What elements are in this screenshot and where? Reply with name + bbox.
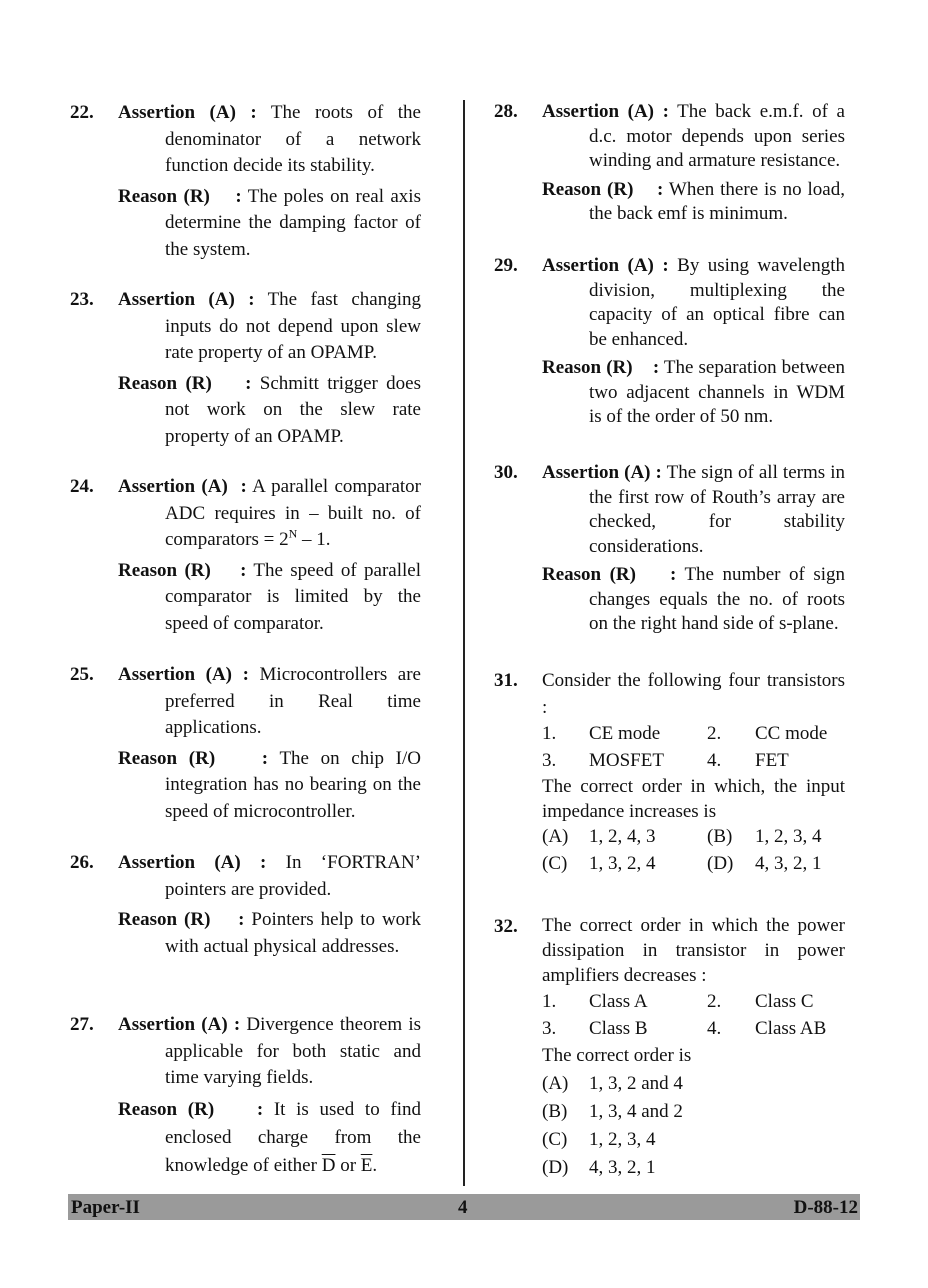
reason-label: Reason (R) : <box>542 178 664 200</box>
assertion-text: A parallel comparator ADC requires in – built no. of comparators = 2 <box>165 476 421 550</box>
assertion-text: By using wavelength division, multiplexing the capacity of an optical fibre can be enhanced. <box>589 255 845 350</box>
item-text: Class C <box>755 991 814 1012</box>
assertion <box>542 461 845 559</box>
assertion-text: The roots of the denominator of a network function decide its stability. <box>165 102 421 176</box>
item-text: CE mode <box>589 723 661 744</box>
assertion <box>118 1012 421 1092</box>
question-prompt: The correct order is <box>542 1045 692 1066</box>
paper-code: D-88-12 <box>793 1197 858 1218</box>
option-text: 1, 2, 4, 3 <box>589 826 656 847</box>
reason-label: Reason (R) : <box>542 564 677 585</box>
option-text: 1, 3, 4 and 2 <box>589 1101 683 1122</box>
question-29 <box>494 254 845 430</box>
reason <box>542 563 845 637</box>
reason-text: The poles on real axis determine the damping factor of the system. <box>165 185 421 260</box>
assertion-text: The sign of all terms in the first row of Routh’s array are checked, for stability considerations. <box>589 462 845 557</box>
option-text: 1, 3, 2 and 4 <box>589 1073 683 1094</box>
assertion-label: Assertion (A) : <box>118 1014 241 1035</box>
reason <box>118 558 421 638</box>
option-text: 1, 2, 3, 4 <box>589 1129 656 1150</box>
reason-label: Reason (R) : <box>118 185 242 207</box>
reason-text-end: . <box>372 1154 378 1176</box>
option-label: (B) <box>542 1101 568 1122</box>
item-number: 4. <box>707 749 722 771</box>
item-text: Class A <box>589 991 648 1012</box>
vector-d: $\overline{D}$ <box>321 1154 336 1176</box>
reason-label: Reason (R) : <box>118 909 245 930</box>
item-number: 1. <box>542 991 557 1012</box>
option-label: (D) <box>707 852 734 874</box>
assertion-label: Assertion (A) : <box>542 101 669 122</box>
option-label: (C) <box>542 1129 568 1150</box>
superscript: N <box>288 526 298 541</box>
assertion <box>118 287 421 367</box>
assertion-text: In ‘FORTRAN’ pointers are provided. <box>165 852 421 900</box>
page-number: 4 <box>458 1197 468 1218</box>
question-27 <box>70 1012 421 1180</box>
option-c <box>542 1126 845 1154</box>
reason-text: It is used to find enclosed charge from the knowledge of either <box>165 1098 421 1176</box>
option-label: (D) <box>542 1157 569 1178</box>
reason-text: The on chip I/O integration has no bearing on the speed of microcontroller. <box>165 747 421 822</box>
option-list <box>542 1070 845 1182</box>
option-d <box>542 1154 845 1182</box>
question-24 <box>70 474 421 637</box>
assertion <box>118 850 421 903</box>
reason-text: Schmitt trigger does not work on the slew rate property of an OPAMP. <box>165 372 421 447</box>
assertion <box>118 474 421 554</box>
assertion-label: Assertion (A) : <box>118 289 255 310</box>
reason-text: Pointers help to work with actual physical addresses. <box>165 909 422 957</box>
question-number: 31. <box>494 670 518 691</box>
question-number: 29. <box>494 255 518 276</box>
assertion <box>542 254 845 352</box>
assertion <box>118 100 421 180</box>
item-number: 4. <box>707 1018 722 1039</box>
question-stem: Consider the following four transistors : <box>542 670 845 718</box>
question-number: 22. <box>70 102 94 123</box>
question-number: 25. <box>70 664 94 685</box>
question-26 <box>70 850 421 960</box>
assertion <box>542 100 845 174</box>
item-number: 3. <box>542 1018 557 1039</box>
option-label: (B) <box>707 826 733 847</box>
reason-text: The number of sign changes equals the no. of roots on the right hand side of s-plane. <box>589 564 845 634</box>
option-text: 4, 3, 2, 1 <box>589 1157 656 1178</box>
assertion <box>118 662 421 742</box>
reason <box>118 184 421 264</box>
item-list <box>542 988 845 1042</box>
reason <box>542 178 845 227</box>
assertion-text-tail: – 1. <box>297 529 331 550</box>
reason-text: The separation between two adjacent channels in WDM is of the order of 50 nm. <box>589 357 845 427</box>
assertion-label: Assertion (A) : <box>118 102 257 123</box>
option-label: (A) <box>542 1073 569 1094</box>
item-text: MOSFET <box>589 749 664 771</box>
question-number: 24. <box>70 476 94 497</box>
assertion-label: Assertion (A) : <box>118 852 267 873</box>
option-text: 1, 3, 2, 4 <box>589 852 656 874</box>
item-list <box>542 721 845 774</box>
assertion-text: Divergence theorem is applicable for both static and time varying fields. <box>165 1014 421 1088</box>
question-number: 26. <box>70 852 94 873</box>
question-31 <box>494 668 845 877</box>
question-23 <box>70 287 421 450</box>
question-22 <box>70 100 421 263</box>
reason-label: Reason (R) : <box>542 357 660 378</box>
assertion-text: The fast changing inputs do not depend upon slew rate property of an OPAMP. <box>165 289 421 363</box>
option-list <box>542 824 845 877</box>
option-text: 1, 2, 3, 4 <box>755 826 822 847</box>
reason <box>118 1096 421 1180</box>
question-28 <box>494 100 845 227</box>
question-number: 23. <box>70 289 94 310</box>
question-number: 30. <box>494 462 518 483</box>
reason <box>118 371 421 451</box>
reason-text: When there is no load, the back emf is minimum. <box>589 178 845 224</box>
question-25 <box>70 662 421 825</box>
reason <box>118 907 421 960</box>
assertion-text: Microcontrollers are preferred in Real time applications. <box>165 664 421 738</box>
question-prompt: The correct order in which, the input impedance increases is <box>542 776 845 822</box>
reason-label: Reason (R) : <box>118 1098 264 1120</box>
reason <box>542 356 845 430</box>
assertion-text: The back e.m.f. of a d.c. motor depends upon series winding and armature resistance. <box>589 101 845 171</box>
item-text: CC mode <box>755 723 828 744</box>
assertion-label: Assertion (A) : <box>542 255 669 276</box>
reason <box>118 746 421 826</box>
item-text: Class B <box>589 1018 648 1039</box>
reason-label: Reason (R) : <box>118 747 269 769</box>
option-label: (C) <box>542 852 568 874</box>
item-number: 1. <box>542 723 557 744</box>
item-text: FET <box>755 749 789 771</box>
question-stem: The correct order in which the power dissipation in transistor in power amplifiers decreases : <box>542 915 845 986</box>
assertion-label: Assertion (A) : <box>542 462 662 483</box>
item-number: 2. <box>707 723 722 744</box>
reason-label: Reason (R) : <box>118 559 247 581</box>
column-divider <box>463 100 465 1186</box>
assertion-label: Assertion (A) : <box>118 476 247 497</box>
vector-e: $\overline{E}$ <box>360 1154 373 1176</box>
page-footer <box>68 1194 860 1220</box>
option-b <box>542 1098 845 1126</box>
question-30 <box>494 461 845 637</box>
item-text: Class AB <box>755 1018 827 1039</box>
option-text: 4, 3, 2, 1 <box>755 852 822 874</box>
question-number: 27. <box>70 1014 94 1035</box>
assertion-label: Assertion (A) : <box>118 664 249 685</box>
question-number: 28. <box>494 101 518 122</box>
question-number: 32. <box>494 916 518 937</box>
item-number: 3. <box>542 749 557 771</box>
reason-text-mid: or <box>335 1154 361 1176</box>
reason-text: The speed of parallel comparator is limited by the speed of comparator. <box>165 559 421 634</box>
reason-label: Reason (R) : <box>118 372 252 394</box>
item-number: 2. <box>707 991 722 1012</box>
option-a <box>542 1070 845 1098</box>
option-label: (A) <box>542 826 569 847</box>
question-32 <box>494 913 845 1182</box>
paper-label: Paper-II <box>71 1197 140 1218</box>
